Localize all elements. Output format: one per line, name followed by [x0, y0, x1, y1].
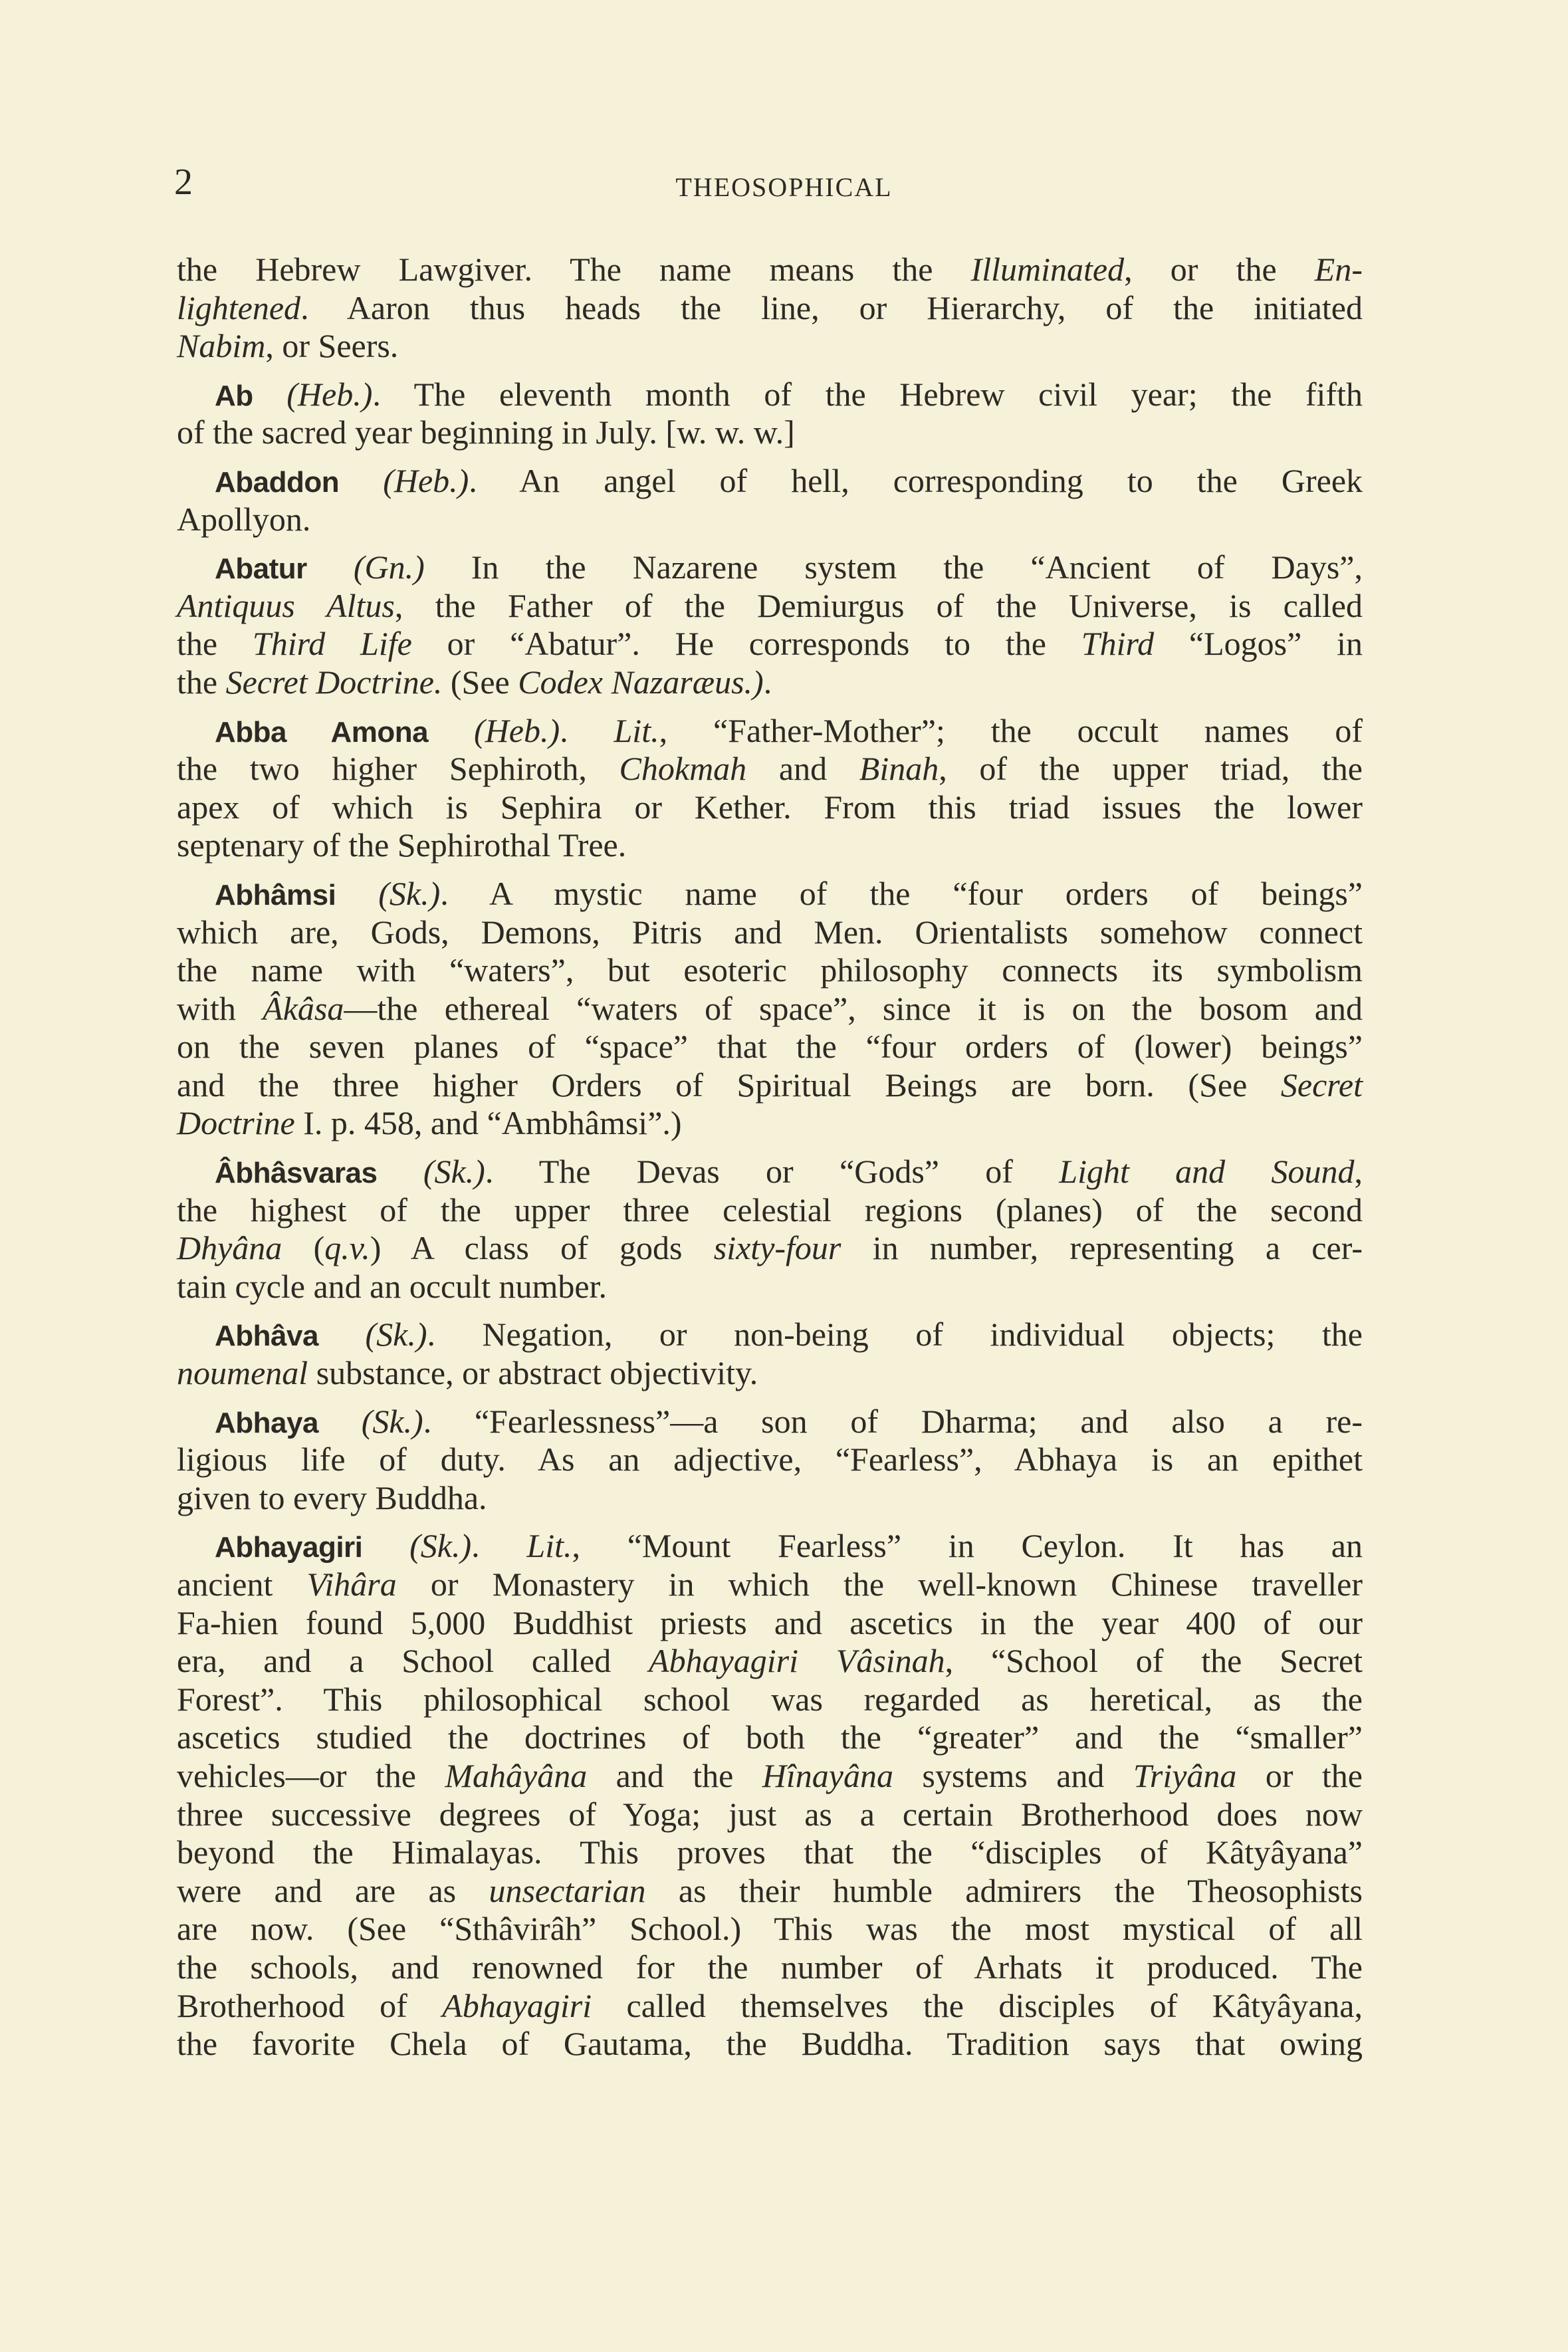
text-line: [177, 1527, 1363, 1566]
text-run: are now. (See “Sthâvirâh” School.) This was the most mystical of all: [177, 1910, 1363, 1948]
entry-headword: Âbhâsvaras: [215, 1157, 378, 1190]
text-run: septenary of the Sephirothal Tree.: [177, 826, 627, 864]
text-run: ancient: [177, 1566, 307, 1603]
text-line: [177, 1354, 1363, 1393]
running-title: THEOSOPHICAL: [675, 172, 893, 202]
text-line: [177, 1191, 1363, 1230]
text-line: [177, 826, 1363, 865]
text-run: , the Father of the Demiurgus of the Universe, is called: [394, 586, 1363, 624]
text-run: .: [560, 711, 614, 749]
text-line: [177, 413, 1363, 452]
text-run: [336, 875, 378, 912]
text-run: [318, 1403, 362, 1440]
text-run: in number, representing a cer-: [841, 1229, 1363, 1267]
italic-text: En-: [1314, 251, 1363, 288]
text-run: . Negation, or non-being of individual objects; the: [427, 1316, 1363, 1353]
text-run: given to every Buddha.: [177, 1478, 487, 1516]
text-run: the Hebrew Lawgiver. The name means the: [177, 251, 971, 288]
text-line: [177, 1872, 1363, 1911]
italic-text: Codex Nazaræus.): [518, 663, 764, 701]
italic-text: unsectarian: [489, 1871, 646, 1909]
italic-text: Hînayâna: [762, 1756, 893, 1794]
text-run: systems and: [893, 1756, 1133, 1794]
text-run: Apollyon.: [177, 500, 311, 538]
glossary-entry: [177, 1153, 1363, 1306]
text-run: the: [177, 663, 226, 701]
text-line: [177, 1479, 1363, 1518]
text-run: [377, 1153, 423, 1190]
italic-text: Third: [1081, 625, 1155, 663]
text-line: [177, 289, 1363, 328]
text-line: [177, 1604, 1363, 1643]
text-line: [177, 2025, 1363, 2063]
glossary-entry: [177, 875, 1363, 1143]
text-line: [177, 1757, 1363, 1796]
text-run: . “Fearlessness”—a son of Dharma; and also a re-: [423, 1402, 1363, 1440]
italic-text: Chokmah: [619, 750, 747, 788]
entry-headword: Abhayagiri: [215, 1531, 363, 1564]
text-line: [177, 376, 1363, 414]
italic-text: Antiquus Altus: [177, 586, 395, 624]
text-run: vehicles—or the: [177, 1756, 445, 1794]
italic-text: (Heb.): [383, 461, 469, 499]
italic-text: Nabim: [177, 327, 266, 365]
page-body: [177, 251, 1363, 2073]
text-run: ligious life of duty. As an adjective, “Fearless”, Abhaya is an epithet: [177, 1441, 1363, 1478]
italic-text: Abhayagiri: [442, 1986, 592, 2024]
text-line: [177, 1028, 1363, 1066]
text-run: with: [177, 989, 263, 1027]
text-run: the: [177, 625, 253, 663]
italic-text: Binah: [859, 750, 939, 788]
italic-text: Vihâra: [306, 1566, 397, 1603]
text-line: [177, 1642, 1363, 1681]
text-line: [177, 1104, 1363, 1143]
text-line: [177, 1441, 1363, 1479]
text-line: [177, 1796, 1363, 1834]
text-run: era, and a School called: [177, 1642, 649, 1680]
text-run: , or the: [1124, 251, 1315, 288]
text-run: .: [763, 663, 772, 701]
text-run: were and are as: [177, 1871, 489, 1909]
text-run: as their humble admirers the Theosophists: [645, 1871, 1363, 1909]
text-run: the schools, and renowned for the number of Arhats it produced. The: [177, 1948, 1363, 1986]
text-run: substance, or abstract objectivity.: [308, 1354, 758, 1392]
text-line: [177, 1229, 1363, 1268]
italic-text: (Sk.): [409, 1527, 472, 1565]
text-run: ascetics studied the doctrines of both the “greater” and the “smaller”: [177, 1718, 1363, 1756]
glossary-entry: [177, 1316, 1363, 1392]
text-line: [177, 1153, 1363, 1191]
glossary-entry: [177, 462, 1363, 538]
italic-text: Abhayagiri Vâsinah: [649, 1642, 945, 1680]
entry-headword: Abba Amona: [215, 715, 429, 749]
italic-text: Lit.: [526, 1527, 572, 1565]
text-run: , of the upper triad, the: [939, 750, 1363, 788]
glossary-entry: [177, 712, 1363, 865]
italic-text: q.v.: [324, 1229, 370, 1267]
text-run: the two higher Sephiroth,: [177, 750, 619, 788]
text-run: [253, 376, 287, 413]
text-run: Fa-hien found 5,000 Buddhist priests and ascetics in the year 400 of our: [177, 1603, 1363, 1641]
text-run: and: [746, 750, 859, 788]
text-run: ) A class of gods: [370, 1229, 714, 1267]
italic-text: (Sk.): [378, 874, 441, 912]
text-line: [177, 663, 1363, 702]
italic-text: Light and Sound: [1059, 1153, 1355, 1191]
italic-text: Âkâsa: [263, 989, 344, 1027]
text-line: [177, 1316, 1363, 1354]
text-run: . Aaron thus heads the line, or Hierarchy, of the initiated: [300, 289, 1363, 326]
text-line: [177, 587, 1363, 626]
text-run: , “Father-Mother”; the occult names of: [659, 711, 1363, 749]
text-run: “Logos” in: [1154, 625, 1363, 663]
italic-text: (Sk.): [423, 1153, 485, 1191]
text-line: [177, 1681, 1363, 1719]
text-run: [362, 1527, 409, 1564]
italic-text: (Gn.): [353, 548, 425, 586]
entry-headword: Abhaya: [215, 1406, 318, 1439]
text-run: , “Mount Fearless” in Ceylon. It has an: [572, 1527, 1363, 1565]
italic-text: Secret: [1280, 1066, 1363, 1104]
text-line: [177, 327, 1363, 366]
text-line: [177, 1910, 1363, 1948]
text-run: on the seven planes of “space” that the “four orders of (lower) beings”: [177, 1028, 1363, 1066]
text-run: the name with “waters”, but esoteric philosophy connects its symbolism: [177, 951, 1363, 989]
text-run: . A mystic name of the “four orders of beings”: [440, 874, 1363, 912]
text-run: the favorite Chela of Gautama, the Buddha. Tradition says that owing: [177, 2025, 1363, 2063]
text-run: [339, 462, 383, 499]
glossary-entry: [177, 1403, 1363, 1518]
entry-headword: Ab: [215, 379, 253, 412]
glossary-entry: [177, 1527, 1363, 2063]
italic-text: sixty-four: [713, 1229, 841, 1267]
text-line: [177, 501, 1363, 539]
italic-text: Triyâna: [1133, 1756, 1237, 1794]
text-run: and the: [587, 1756, 762, 1794]
entry-headword: Abaddon: [215, 465, 340, 499]
text-run: [318, 1316, 366, 1353]
italic-text: Third Life: [252, 625, 412, 663]
text-line: [177, 1948, 1363, 1987]
text-run: or the: [1236, 1756, 1363, 1794]
text-run: [428, 712, 474, 749]
text-run: which are, Gods, Demons, Pitris and Men. Orientalists somehow connect: [177, 913, 1363, 951]
text-run: or “Abatur”. He corresponds to the: [411, 625, 1081, 663]
text-run: Brotherhood of: [177, 1986, 443, 2024]
italic-text: Illuminated: [970, 251, 1125, 288]
text-line: [177, 1066, 1363, 1105]
italic-text: noumenal: [177, 1354, 308, 1392]
italic-text: Dhyâna: [177, 1229, 282, 1267]
text-run: and the three higher Orders of Spiritual Beings are born. (See: [177, 1066, 1281, 1104]
text-run: [307, 548, 354, 586]
text-run: the highest of the upper three celestial regions (planes) of the second: [177, 1191, 1363, 1229]
text-run: In the Nazarene system the “Ancient of Days”,: [424, 548, 1363, 586]
text-run: or Monastery in which the well-known Chinese traveller: [396, 1566, 1363, 1603]
entry-headword: Abhâva: [215, 1320, 318, 1353]
text-line: [177, 951, 1363, 990]
text-line: [177, 990, 1363, 1028]
text-run: beyond the Himalayas. This proves that the “disciples of Kâtyâyana”: [177, 1833, 1363, 1871]
entry-headword: Abatur: [215, 552, 307, 586]
text-run: . The eleventh month of the Hebrew civil year; the fifth: [372, 375, 1363, 413]
italic-text: lightened: [177, 289, 301, 326]
italic-text: (Heb.): [474, 711, 560, 749]
text-run: called themselves the disciples of Kâtyâyana,: [592, 1986, 1363, 2024]
text-line: [177, 712, 1363, 751]
italic-text: Mahâyâna: [445, 1756, 588, 1794]
text-line: [177, 1268, 1363, 1306]
text-line: [177, 750, 1363, 788]
text-run: . The Devas or “Gods” of: [485, 1153, 1060, 1191]
italic-text: (Heb.): [286, 375, 373, 413]
italic-text: (Sk.): [365, 1316, 427, 1353]
text-line: [177, 625, 1363, 663]
text-line: [177, 913, 1363, 952]
text-line: [177, 462, 1363, 501]
text-run: —the ethereal “waters of space”, since it is on the bosom and: [344, 989, 1363, 1027]
text-run: (See: [442, 663, 518, 701]
text-run: Forest”. This philosophical school was regarded as heretical, as the: [177, 1680, 1363, 1718]
text-run: three successive degrees of Yoga; just as a certain Brotherhood does now: [177, 1795, 1363, 1833]
text-run: ,: [1354, 1153, 1363, 1191]
italic-text: Doctrine: [177, 1104, 295, 1142]
text-line: [177, 1718, 1363, 1757]
text-line: [177, 1403, 1363, 1441]
italic-text: Lit.: [614, 711, 659, 749]
text-line: [177, 875, 1363, 913]
text-line: [177, 1566, 1363, 1604]
glossary-entry: [177, 548, 1363, 701]
glossary-entry: [177, 376, 1363, 452]
text-run: , “School of the Secret: [945, 1642, 1363, 1680]
text-run: .: [471, 1527, 527, 1565]
text-line: [177, 1833, 1363, 1872]
text-line: [177, 548, 1363, 587]
text-run: I. p. 458, and “Ambhâmsi”.): [294, 1104, 682, 1142]
page-number: 2: [174, 162, 193, 203]
text-run: (: [282, 1229, 325, 1267]
text-run: apex of which is Sephira or Kether. From this triad issues the lower: [177, 788, 1363, 826]
italic-text: Secret Doctrine.: [225, 663, 443, 701]
entry-headword: Abhâmsi: [215, 878, 336, 911]
italic-text: (Sk.): [361, 1402, 423, 1440]
continued-paragraph: [177, 251, 1363, 366]
text-line: [177, 788, 1363, 827]
text-run: , or Seers.: [265, 327, 399, 365]
text-run: tain cycle and an occult number.: [177, 1267, 607, 1305]
text-line: [177, 251, 1363, 289]
text-run: . An angel of hell, corresponding to the Greek: [469, 461, 1363, 499]
text-line: [177, 1987, 1363, 2026]
text-run: of the sacred year beginning in July. [w. w. w.]: [177, 413, 795, 451]
